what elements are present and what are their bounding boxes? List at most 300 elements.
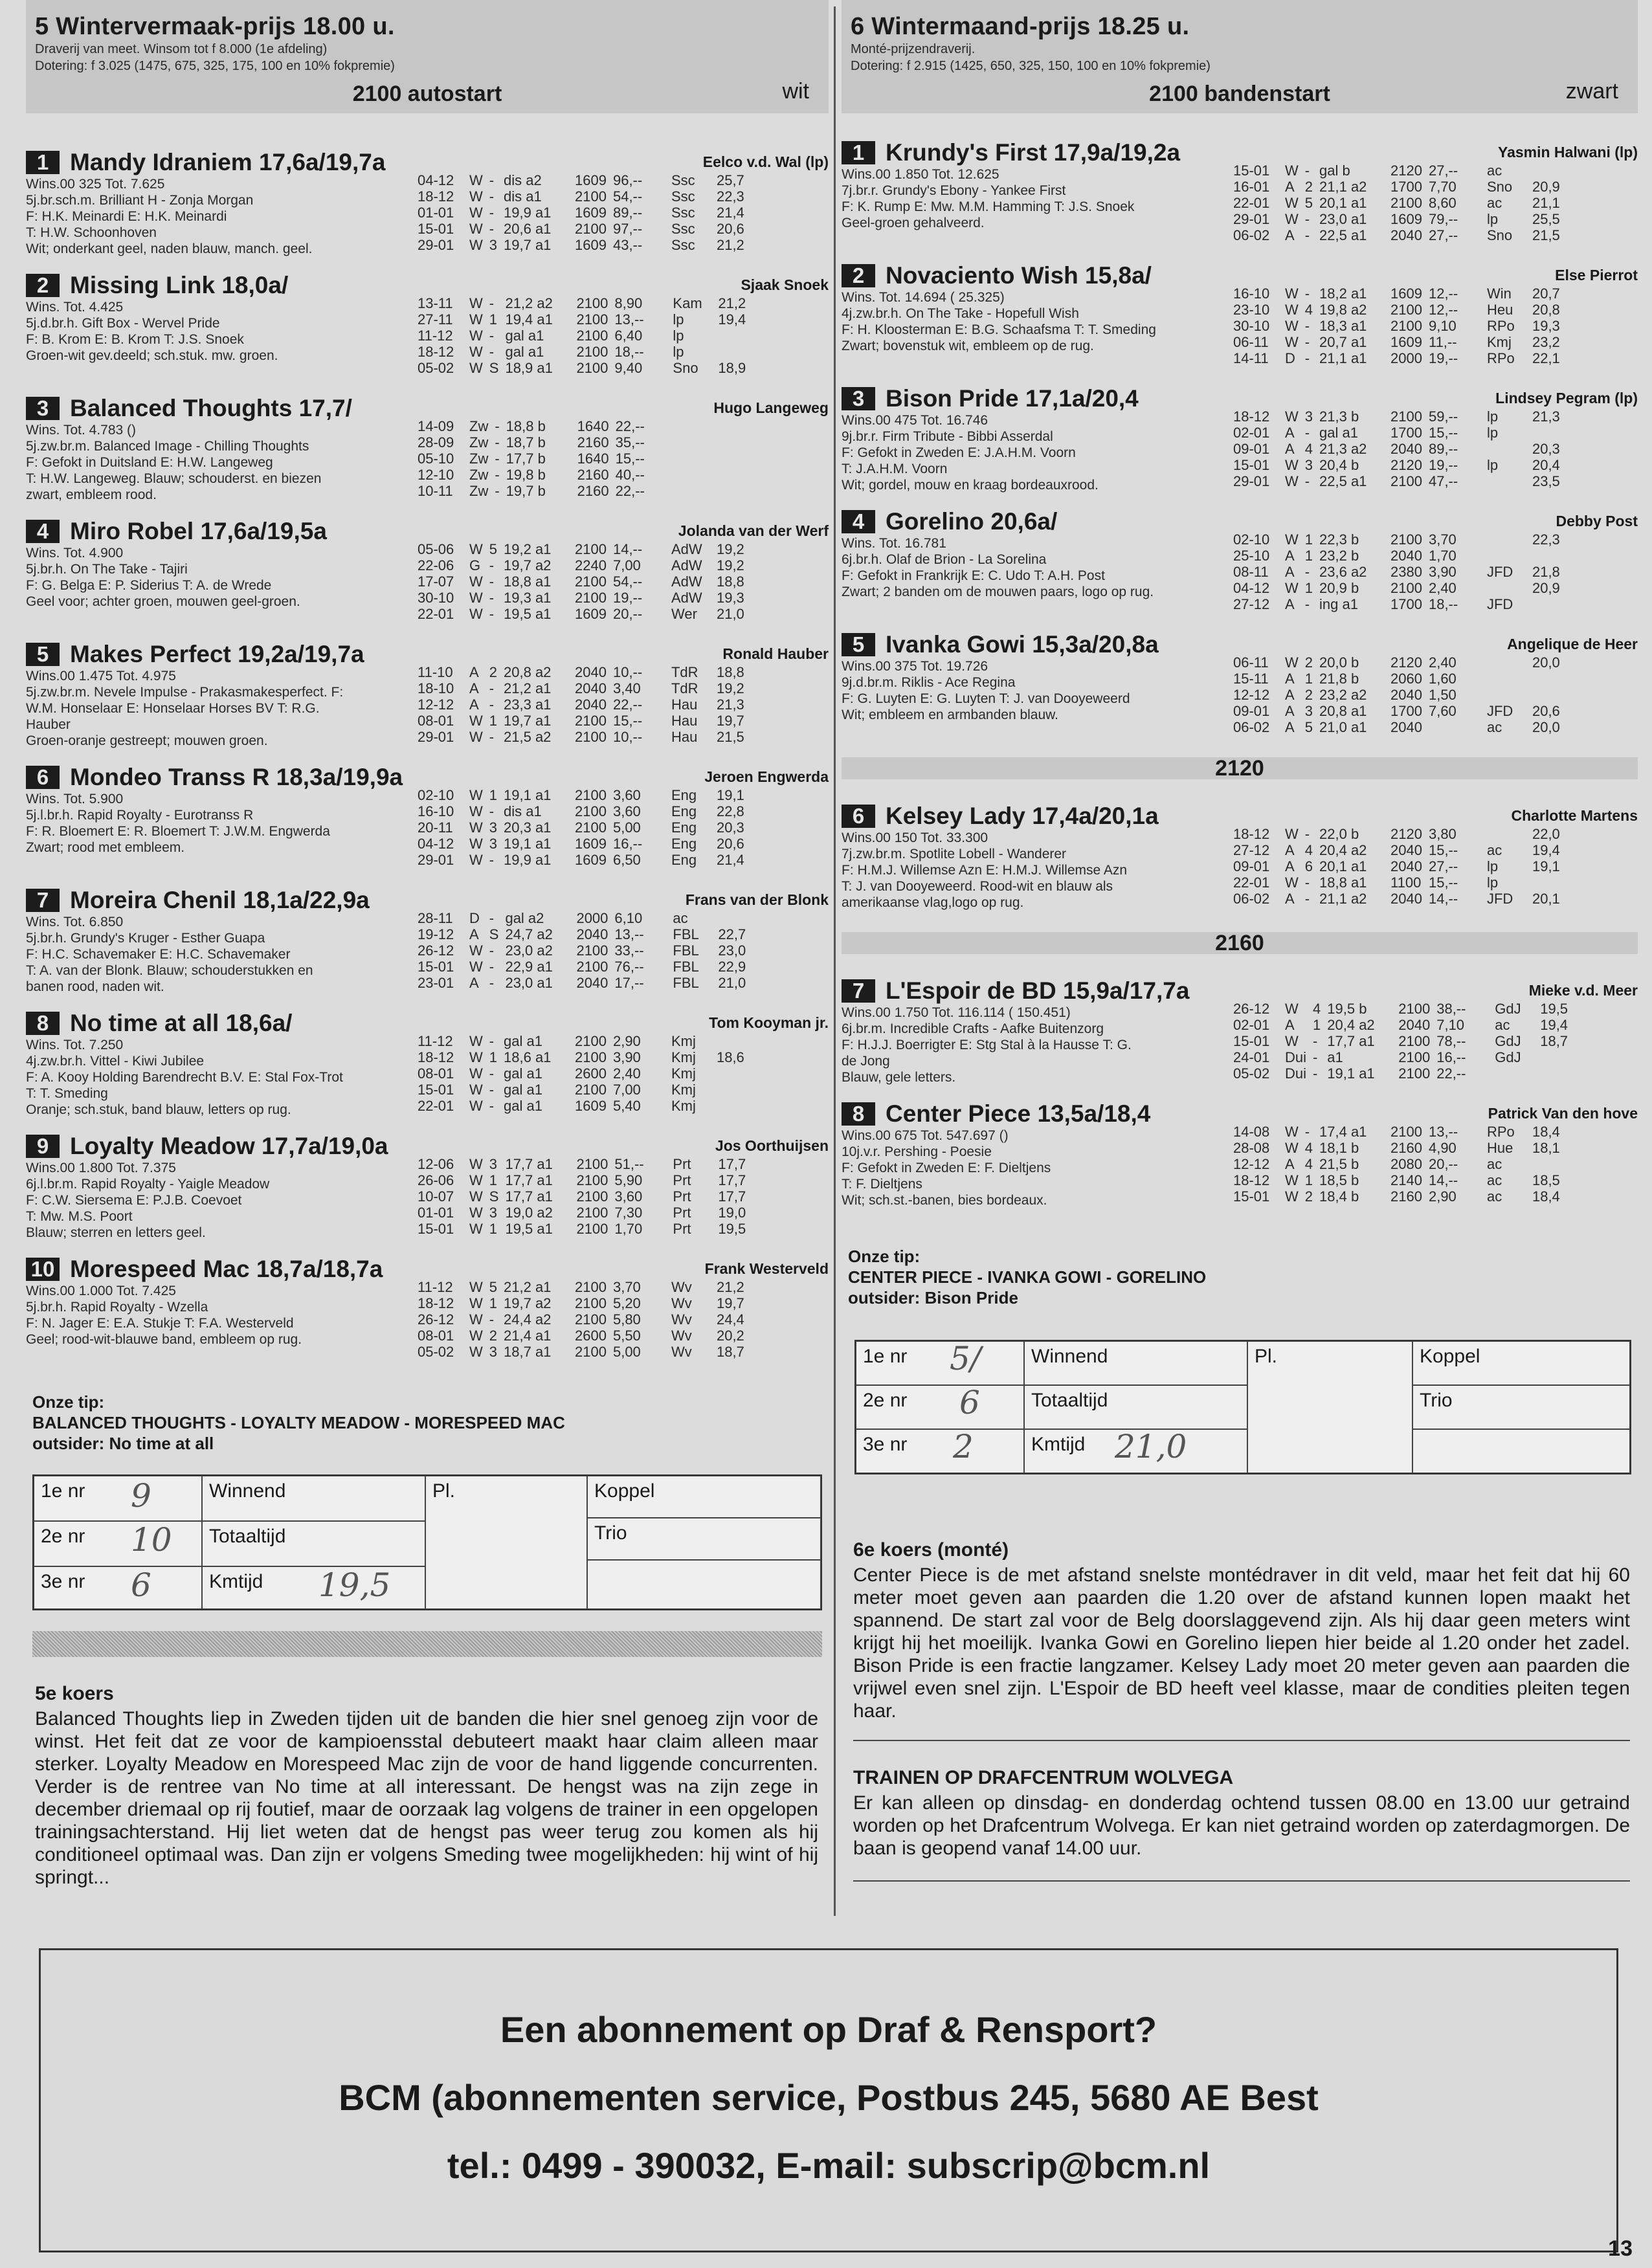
result-cell: Zw [469,434,489,450]
result-cell: W [469,1295,483,1311]
horse-entry [842,631,1638,751]
race6-handwritten-2: 6 [959,1384,980,1421]
race6-box-r3: 3e nr [856,1429,1024,1473]
result-cell: 06-11 [1233,334,1269,350]
results-table [1230,162,1563,243]
horse-name: Center Piece 13,5a/18,4 [886,1100,1151,1127]
subscription-ad [39,1948,1618,2252]
horse-driver: Yasmin Halwani (lp) [1498,144,1638,161]
result-cell: 7,00 [612,557,641,573]
result-cell: 2,40 [1428,580,1457,596]
horse-info-line: F: H.M.J. Willemse Azn E: H.M.J. Willemse Azn [842,863,1128,878]
horse-number: 5 [26,643,60,666]
result-cell: 22,-- [1436,1065,1466,1082]
result-cell: W [469,942,483,959]
result-cell: 06-02 [1233,719,1270,735]
result-cell: 12-06 [418,1156,454,1172]
horse-entry [842,508,1638,628]
horse-info-line: Wins.00 1.850 Tot. 12.625 [842,167,999,182]
result-cell: - [489,188,495,205]
result-cell: 19,1 a1 [1327,1065,1375,1082]
result-cell: FBL [673,975,699,991]
result-cell: W [469,1205,483,1221]
result-cell: - [489,1033,495,1049]
race5-handwritten-2: 10 [131,1521,172,1559]
result-cell: Eng [671,852,697,868]
result-cell: W [469,836,483,852]
result-cell: - [489,1082,495,1098]
result-cell: - [495,418,500,434]
result-cell: 1700 [1390,179,1422,195]
result-cell: 5,90 [614,1172,643,1188]
result-cell: 19,2 [716,557,744,573]
result-cell: dis a1 [504,188,542,205]
result-cell: 1700 [1390,425,1422,441]
result-cell: - [489,803,495,819]
horse-entry [842,977,1638,1097]
race5-article-title: 5e koers [35,1683,114,1704]
result-cell: 14-09 [418,418,454,434]
result-cell: 2600 [575,1328,607,1344]
result-cell: 2,90 [1428,1188,1457,1205]
horse-driver: Jolanda van der Werf [678,522,829,539]
result-cell: W [469,1221,483,1237]
result-row [414,836,748,852]
result-cell: W [469,590,483,606]
result-cell: A [1285,858,1295,874]
result-cell: 06-02 [1233,891,1270,907]
result-cell: 09-01 [1233,441,1270,457]
result-cell: FBL [673,959,699,975]
result-cell: 21,5 a2 [504,729,552,745]
horse-info-line: Geel-groen gehalveerd. [842,216,985,230]
result-row [1230,473,1563,489]
result-cell: 7,00 [612,1082,641,1098]
result-cell: 18-12 [418,344,454,360]
result-cell [1484,531,1529,548]
results-table [414,910,749,991]
horse-number: 4 [842,510,875,533]
result-cell: GdJ [1495,1001,1521,1017]
result-cell: 05-02 [418,360,454,376]
result-row [414,680,748,696]
horse-entry [26,272,829,392]
result-cell: 22,5 a1 [1319,227,1367,243]
result-row [414,959,749,975]
horse-name-row [842,262,1243,289]
result-cell: 2100 [575,1049,607,1065]
result-cell: 5,80 [612,1311,641,1328]
result-cell: - [489,557,495,573]
result-cell: 2100 [575,803,607,819]
result-cell: Wv [671,1295,692,1311]
result-cell: 2040 [1390,719,1422,735]
horse-name-row [842,1100,1243,1128]
result-cell: 20,6 [716,221,744,237]
race5-color: wit [782,79,809,104]
horse-details [842,631,1243,723]
result-cell: 19,7 a2 [504,1295,552,1311]
result-cell: ac [1486,1172,1502,1188]
race5-band [32,1631,822,1657]
result-row [414,1328,748,1344]
result-cell: 18,7 b [506,434,546,450]
horse-details [26,887,427,995]
result-cell: gal a1 [505,328,544,344]
result-cell: 19,4 [718,311,746,328]
horse-info-line: Wins.00 375 Tot. 19.726 [842,659,988,674]
result-cell: 2160 [577,483,609,499]
result-cell [716,467,722,483]
result-cell: 19,0 a2 [505,1205,553,1221]
result-cell: 11-12 [418,1033,453,1049]
result-row [1230,596,1563,612]
result-cell: 6,40 [614,328,643,344]
result-cell: 05-02 [418,1344,454,1360]
result-cell [1529,162,1563,179]
result-cell: 4 [1304,441,1313,457]
result-cell: W [1285,318,1299,334]
horse-name: Moreira Chenil 18,1a/22,9a [70,887,370,913]
horse-info-line: F: C.W. Siersema E: P.J.B. Coevoet [26,1193,242,1208]
result-cell: 10-07 [418,1188,454,1205]
result-row [1230,580,1563,596]
result-row [1230,162,1563,179]
result-row [414,1082,748,1098]
horse-info-line: Wins. Tot. 4.900 [26,546,124,561]
result-cell: 18-12 [1233,408,1270,425]
results-table [414,1033,748,1114]
result-cell: 2100 [1398,1065,1431,1082]
race6-result-box [854,1340,1631,1474]
result-row [414,926,749,942]
result-cell: 14-08 [1233,1124,1270,1140]
result-cell: W [469,819,483,836]
result-cell: 14,-- [1428,891,1458,907]
result-cell: 21,8 [1532,564,1560,580]
result-cell: 22,7 [718,926,746,942]
race5-box-totaaltijd: Totaaltijd [202,1521,425,1566]
result-row [414,606,748,622]
horse-name-row [842,385,1243,412]
race5-tip-label: Onze tip: [32,1392,105,1412]
horse-driver: Jeroen Engwerda [704,768,829,785]
result-cell: FBL [673,942,699,959]
result-cell: 02-01 [1233,425,1270,441]
result-cell: - [489,975,495,991]
result-cell: 18,7 [1540,1033,1568,1049]
horse-name-row [26,1010,427,1037]
result-row [414,975,749,991]
result-cell: 2040 [1390,441,1422,457]
result-cell: 21,0 a1 [1319,719,1367,735]
result-cell: A [1285,179,1295,195]
result-cell: 2100 [1390,408,1422,425]
result-cell: 2040 [1398,1017,1431,1033]
result-cell: 19,7 a1 [504,237,552,253]
result-cell: 2100 [575,1033,607,1049]
horse-details [842,262,1243,354]
result-cell: 17,7 [718,1188,746,1205]
result-cell: 6 [1304,858,1313,874]
horse-number: 4 [26,520,60,543]
result-cell: gal a1 [504,1065,542,1082]
result-cell: 29-01 [418,729,454,745]
race6-box-pl: Pl. [1247,1341,1412,1473]
horse-entry [26,1010,829,1129]
result-cell: W [469,852,483,868]
result-cell: Sno [673,360,698,376]
result-cell: Eng [671,836,697,852]
result-cell: 4 [1304,302,1313,318]
result-cell: 20-11 [418,819,453,836]
result-cell: 38,-- [1436,1001,1466,1017]
result-cell: GdJ [1495,1033,1521,1049]
result-cell: 6,10 [614,910,643,926]
result-cell: W [1285,408,1299,425]
result-cell: 2080 [1390,1156,1422,1172]
result-cell: 18,1 [1532,1140,1560,1156]
result-cell: 2040 [1390,548,1422,564]
race5-title: 5 Wintervermaak-prijs 18.00 u. [35,13,395,40]
horse-info-line: 6j.br.h. Olaf de Brion - La Sorelina [842,552,1047,567]
horse-info-line: 7j.zw.br.m. Spotlite Lobell - Wanderer [842,847,1067,862]
result-cell: W [469,1098,483,1114]
result-cell: 18-12 [418,1295,454,1311]
horse-name: Loyalty Meadow 17,7a/19,0a [70,1133,388,1159]
result-cell: A [1285,671,1295,687]
result-cell: 2100 [575,1295,607,1311]
result-cell: 20,4 a2 [1319,842,1367,858]
result-cell: Wv [671,1279,692,1295]
horse-driver: Hugo Langeweg [713,399,829,416]
horse-name: Makes Perfect 19,2a/19,7a [70,641,364,667]
result-row [414,713,748,729]
horse-info-line: Geel; rood-wit-blauwe band, embleem op rug. [26,1332,302,1347]
result-cell: 2100 [575,221,607,237]
result-cell: 29-01 [418,237,454,253]
result-cell: 4,90 [1428,1140,1457,1156]
result-cell: 21,4 [716,852,744,868]
horse-info-line: 10j.v.r. Pershing - Poesie [842,1144,992,1159]
result-cell: 3 [489,237,498,253]
result-cell [713,1065,748,1082]
column-divider [834,6,836,1916]
horse-info-line: F: K. Rump E: Mw. M.M. Hamming T: J.S. Snoek [842,199,1135,214]
ad-line-1: Een abonnement op Draf & Rensport? [500,2009,1157,2050]
result-row [1230,195,1563,211]
result-cell: W [469,1156,483,1172]
result-row [414,787,748,803]
result-row [1230,687,1563,703]
result-cell: 15-01 [1233,1188,1270,1205]
result-cell: 3 [1304,408,1313,425]
race6-article-title: 6e koers (monté) [853,1539,1009,1561]
horse-details [842,1100,1243,1208]
horse-info-line: Wit; onderkant geel, naden blauw, manch. geel. [26,241,313,256]
result-cell: 3,60 [612,787,641,803]
result-cell: ac [1486,1188,1502,1205]
result-cell: A [1285,596,1295,612]
result-cell: W [469,205,483,221]
result-cell: 19,8 a2 [1319,302,1367,318]
result-cell: Kmj [671,1065,696,1082]
result-cell: W [1285,1124,1299,1140]
result-cell: 2100 [575,188,607,205]
result-cell: - [1313,1065,1318,1082]
result-cell: JFD [1486,564,1513,580]
horse-info-line: Wins. Tot. 4.783 () [26,423,137,438]
result-cell: S [489,926,499,942]
result-row [1230,334,1563,350]
race6-box-koppel: Koppel [1412,1341,1630,1385]
result-row [414,1221,749,1237]
race5-column [26,0,829,1888]
result-cell: - [495,483,500,499]
result-cell: 22,9 [718,959,746,975]
result-row [1230,350,1563,366]
result-cell: 9,10 [1428,318,1457,334]
result-cell: 2160 [577,467,609,483]
result-cell: 12-12 [1233,687,1270,703]
result-cell: W [1285,334,1299,350]
result-cell: 19,5 [718,1221,746,1237]
result-cell [1484,687,1529,703]
horse-name: Morespeed Mac 18,7a/18,7a [70,1256,383,1282]
result-cell: 19,1 a1 [504,787,552,803]
horse-name-row [26,149,427,176]
horse-info-line: Wins.00 325 Tot. 7.625 [26,177,165,192]
horse-info-line: Wit; sch.st.-banen, bies bordeaux. [842,1193,1047,1208]
result-cell: 7,30 [614,1205,643,1221]
result-cell: 2040 [1390,858,1422,874]
result-cell: lp [1486,457,1499,473]
result-row [414,311,749,328]
result-row [414,1172,749,1188]
horse-info-line: F: A. Kooy Holding Barendrecht B.V. E: Stal Fox-Trot [26,1070,343,1085]
result-cell: 19,5 [1540,1001,1568,1017]
result-row [414,450,722,467]
result-cell: - [1304,425,1310,441]
result-cell: AdW [671,541,702,557]
horse-info-line: 5j.d.br.h. Gift Box - Wervel Pride [26,316,220,331]
result-cell: 29-01 [1233,473,1270,489]
result-cell: 18-12 [1233,826,1270,842]
result-cell: Zw [469,418,489,434]
result-cell: 6,50 [612,852,641,868]
race6-tip-line: CENTER PIECE - IVANKA GOWI - GORELINO [848,1267,1207,1287]
result-cell: 1700 [1390,596,1422,612]
result-cell: 21,1 [1532,195,1560,211]
horse-info-line: Wins.00 1.800 Tot. 7.375 [26,1161,176,1175]
result-row [1230,874,1563,891]
result-cell: Zw [469,483,489,499]
result-cell: 3,90 [612,1049,641,1065]
result-cell: 7,60 [1428,703,1457,719]
result-cell: 20,4 b [1319,457,1359,473]
result-cell: W [469,1049,483,1065]
result-cell: 18,2 a1 [1319,285,1367,302]
result-cell: Prt [673,1188,691,1205]
result-row [414,1188,749,1205]
result-cell: 24,4 [716,1311,744,1328]
result-row [414,328,749,344]
result-cell: 13,-- [614,311,644,328]
result-cell: - [495,467,500,483]
result-cell: 1 [1304,1172,1313,1188]
race6-title: 6 Wintermaand-prijs 18.25 u. [851,13,1190,40]
result-cell: 18,9 [718,360,746,376]
horse-info-line: F: R. Bloemert E: R. Bloemert T: J.W.M. Engwerda [26,824,330,839]
result-cell: 23,2 a2 [1319,687,1367,703]
result-cell: 17,7 a1 [505,1188,553,1205]
result-cell: 21,5 [1532,227,1560,243]
horse-driver: Eelco v.d. Wal (lp) [702,153,829,170]
result-cell: S [489,1188,499,1205]
result-cell: 20,6 a1 [504,221,552,237]
result-cell: 2 [489,664,498,680]
result-cell: 23,0 a2 [505,942,553,959]
result-cell: 2100 [575,1311,607,1328]
horse-info-line: 7j.br.r. Grundy's Ebony - Yankee First [842,183,1066,198]
horse-info-line: T: A. van der Blonk. Blauw; schouderstukken en [26,963,313,978]
result-cell: 1609 [575,237,607,253]
result-cell: W [469,1344,483,1360]
result-cell [1491,1065,1537,1082]
result-cell: W [469,360,483,376]
result-cell: 4 [1304,842,1313,858]
horse-number: 3 [842,387,875,410]
result-cell: 12-12 [1233,1156,1270,1172]
result-cell: A [469,975,479,991]
race6-box-winnend: Winnend [1024,1341,1247,1385]
result-cell: lp [673,328,684,344]
result-cell: 26-06 [418,1172,454,1188]
race5-box-koppel: Koppel [587,1476,821,1518]
horse-number: 3 [26,397,60,420]
result-cell: 15-01 [418,959,454,975]
horse-results [1230,977,1638,1082]
result-cell: JFD [1486,703,1513,719]
result-cell: 2040 [1390,687,1422,703]
result-row [1230,1172,1563,1188]
result-cell: Sno [1486,179,1513,195]
result-cell: 7,70 [1428,179,1457,195]
results-table [414,787,748,868]
result-cell: W [469,1033,483,1049]
result-row [1230,703,1563,719]
result-cell: 2100 [576,1188,608,1205]
result-cell: 1,70 [1428,548,1457,564]
result-cell: - [1313,1049,1318,1065]
horse-info-line: Groen-wit gev.deeld; sch.stuk. mw. groen. [26,348,278,363]
result-cell: 11-12 [418,1279,453,1295]
result-cell: 1 [489,311,498,328]
result-cell: 23,5 [1532,473,1560,489]
horse-info-line: 5j.br.sch.m. Brilliant H - Zonja Morgan [26,193,254,208]
result-cell: 20,2 [716,1328,744,1344]
result-cell: lp [673,311,684,328]
horse-details [26,1133,427,1241]
result-row [1230,211,1563,227]
result-cell: 20,-- [1428,1156,1458,1172]
race6-box-empty [1412,1429,1630,1473]
result-cell: W [469,237,483,253]
result-cell: ac [673,910,688,926]
result-cell: A [469,696,479,713]
result-cell: 06-02 [1233,227,1270,243]
result-cell: 22-01 [1233,195,1270,211]
